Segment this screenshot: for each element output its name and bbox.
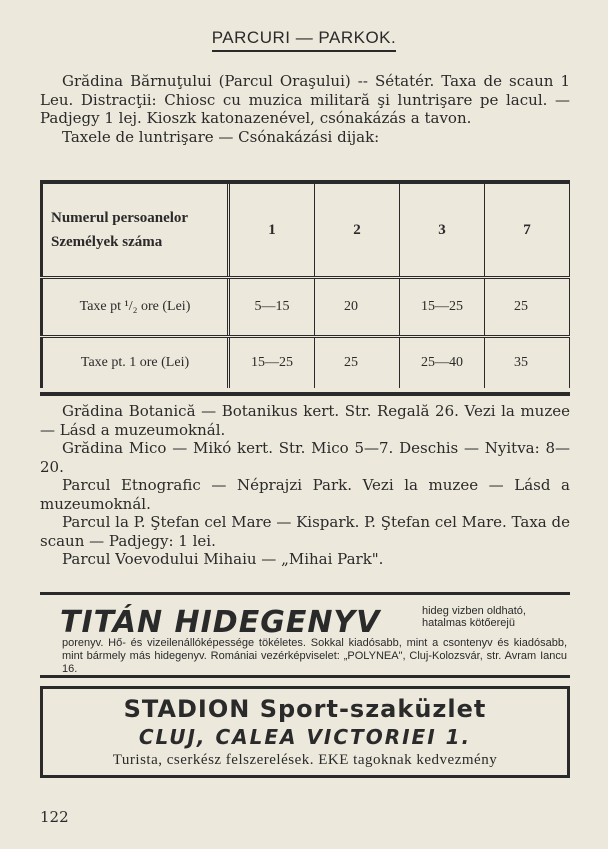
header-label-ro: Numerul persoanelor	[51, 210, 189, 226]
table-cell: 25	[485, 279, 570, 335]
table-cell: 25	[315, 338, 400, 388]
stadion-title: STADION Sport-szaküzlet	[123, 695, 487, 723]
intro-paragraph: Grădina Bărnuţului (Parcul Oraşului) -- Sétatér. Taxa de scaun 1 Leu. Distracţii: Chiosc cu muzica militară şi luntrişare pe lacul. — Padjegy 1 lej. Kioszk katonazenével, csónakázás a tavon.	[40, 72, 570, 127]
header-label-hu: Személyek száma	[51, 234, 163, 250]
stadion-address: CLUJ, CALEA VICTORIEI 1.	[138, 725, 472, 749]
row-label: Taxe pt. 1 ore (Lei)	[40, 338, 230, 388]
intro-text	[40, 72, 570, 146]
column-header: 7	[485, 184, 570, 276]
page-heading: PARCURI — PARKOK.	[0, 28, 608, 48]
table-row	[40, 338, 570, 388]
column-header: 2	[315, 184, 400, 276]
table-cell: 20	[315, 279, 400, 335]
table-cell: 35	[485, 338, 570, 388]
table-row	[40, 279, 570, 338]
table-cell: 15—25	[400, 279, 485, 335]
titan-tagline: hideg vizben oldható, hatalmas kötőerejü	[422, 605, 526, 629]
table-cell: 25—40	[400, 338, 485, 388]
titan-brand: TITÁN HIDEGENYV	[60, 605, 381, 640]
list-item: Parcul la P. Ştefan cel Mare — Kispark. P. Ştefan cel Mare. Taxa de scaun — Padjegy: 1 lei.	[40, 513, 570, 550]
titan-body: porenyv. Hő- és vizeilenállóképessége tökéletes. Sokkal kiadósabb, mint a csontenyv és kiadósabb, mint bármely más hidegenyv. Romániai vezérképviselet: „POLYNEA", Cluj-Kolozsvár, str. Avram Iancu 16.	[62, 637, 567, 675]
column-header: 1	[230, 184, 315, 276]
titan-advertisement	[40, 592, 570, 678]
boat-fees-caption: Taxele de luntrişare — Csónakázási dijak:	[62, 127, 380, 146]
table-header-row	[40, 184, 570, 279]
list-item: Grădina Mico — Mikó kert. Str. Mico 5—7. Deschis — Nyitva: 8—20.	[40, 439, 570, 476]
header-label-cell	[40, 184, 230, 276]
stadion-advertisement	[40, 686, 570, 778]
column-header: 3	[400, 184, 485, 276]
row-label: Taxe pt ¹/₂ ore (Lei)	[40, 279, 230, 335]
parks-list	[40, 402, 570, 569]
list-item: Grădina Botanică — Botanikus kert. Str. Regală 26. Vezi la muzee — Lásd a muzeumoknál.	[40, 402, 570, 439]
page-number: 122	[40, 808, 69, 826]
table-cell: 5—15	[230, 279, 315, 335]
boat-fees-table	[40, 180, 570, 396]
stadion-description: Turista, cserkész felszerelések. EKE tagoknak kedvezmény	[112, 752, 498, 768]
list-item: Parcul Etnografic — Néprajzi Park. Vezi la muzee — Lásd a muzeumoknál.	[40, 476, 570, 513]
table-cell: 15—25	[230, 338, 315, 388]
list-item: Parcul Voevodului Mihaiu — „Mihai Park".	[62, 550, 384, 568]
